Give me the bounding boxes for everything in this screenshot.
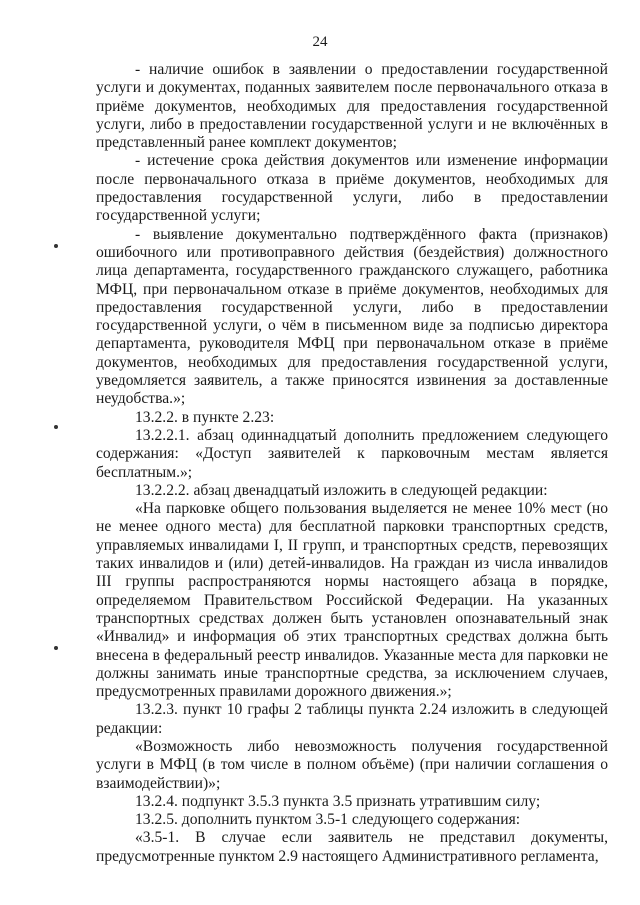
- paragraph: - наличие ошибок в заявлении о предоставлении государственной услуги и документах, поданных заявителем после первоначального отказа в приёме документов, необходимых для предоставления государственной услуги, либо в предоставлении государственной услуги и не включённых в представленный ранее комплект документов;: [96, 61, 608, 152]
- margin-mark: [54, 244, 58, 248]
- margin-mark: [54, 646, 58, 650]
- paragraph: «Возможность либо невозможность получения государственной услуги в МФЦ (в том числе в полном объёме) (при наличии соглашения о взаимодействии)»;: [96, 737, 608, 792]
- page-number: 24: [312, 34, 328, 50]
- document-body: [96, 61, 608, 866]
- margin-mark: [54, 425, 58, 429]
- paragraph: 13.2.3. пункт 10 графы 2 таблицы пункта 2.24 изложить в следующей редакции:: [96, 701, 608, 737]
- paragraph: 13.2.2.2. абзац двенадцатый изложить в следующей редакции:: [135, 481, 548, 499]
- paragraph: - выявление документально подтверждённого факта (признаков) ошибочного или противоправного действия (бездействия) должностного лица департамента, государственного гражданского служащего, работника МФЦ, при первоначальном отказе в приёме документов, необходимых для предоставления государственной услуги, либо в предоставлении государственной услуги, о чём в письменном виде за подписью директора департамента, руководителя МФЦ при первоначальном отказе в приёме документов, необходимых для предоставления государственной услуги, уведомляется заявитель, а также приносятся извинения за доставленные неудобства.»;: [96, 225, 608, 408]
- paragraph: 13.2.5. дополнить пунктом 3.5-1 следующего содержания:: [135, 811, 521, 829]
- paragraph: 13.2.4. подпункт 3.5.3 пункта 3.5 признать утратившим силу;: [135, 792, 541, 810]
- paragraph: «На парковке общего пользования выделяется не менее 10% мест (но не менее одного места) для бесплатной парковки транспортных средств, управляемых инвалидами I, II групп, и транспортных средств, перевозящих таких инвалидов и (или) детей-инвалидов. На граждан из числа инвалидов III группы распространяются нормы настоящего абзаца в порядке, определяемом Правительством Российской Федерации. На указанных транспортных средствах должен быть установлен опознавательный знак «Инвалид» и информация об этих транспортных средствах должна быть внесена в федеральный реестр инвалидов. Указанные места для парковки не должны занимать иные транспортные средства, за исключением случаев, предусмотренных правилами дорожного движения.»;: [96, 500, 608, 701]
- paragraph: - истечение срока действия документов или изменение информации после первоначального отказа в приёме документов, необходимых для предоставления государственной услуги, либо в предоставлении государственной услуги;: [96, 152, 608, 225]
- paragraph: «3.5-1. В случае если заявитель не представил документы, предусмотренные пунктом 2.9 настоящего Административного регламента,: [96, 829, 608, 865]
- paragraph: 13.2.2.1. абзац одиннадцатый дополнить предложением следующего содержания: «Доступ заявителей к парковочным местам является бесплатным.»;: [96, 426, 608, 481]
- paragraph: 13.2.2. в пункте 2.23:: [135, 408, 275, 426]
